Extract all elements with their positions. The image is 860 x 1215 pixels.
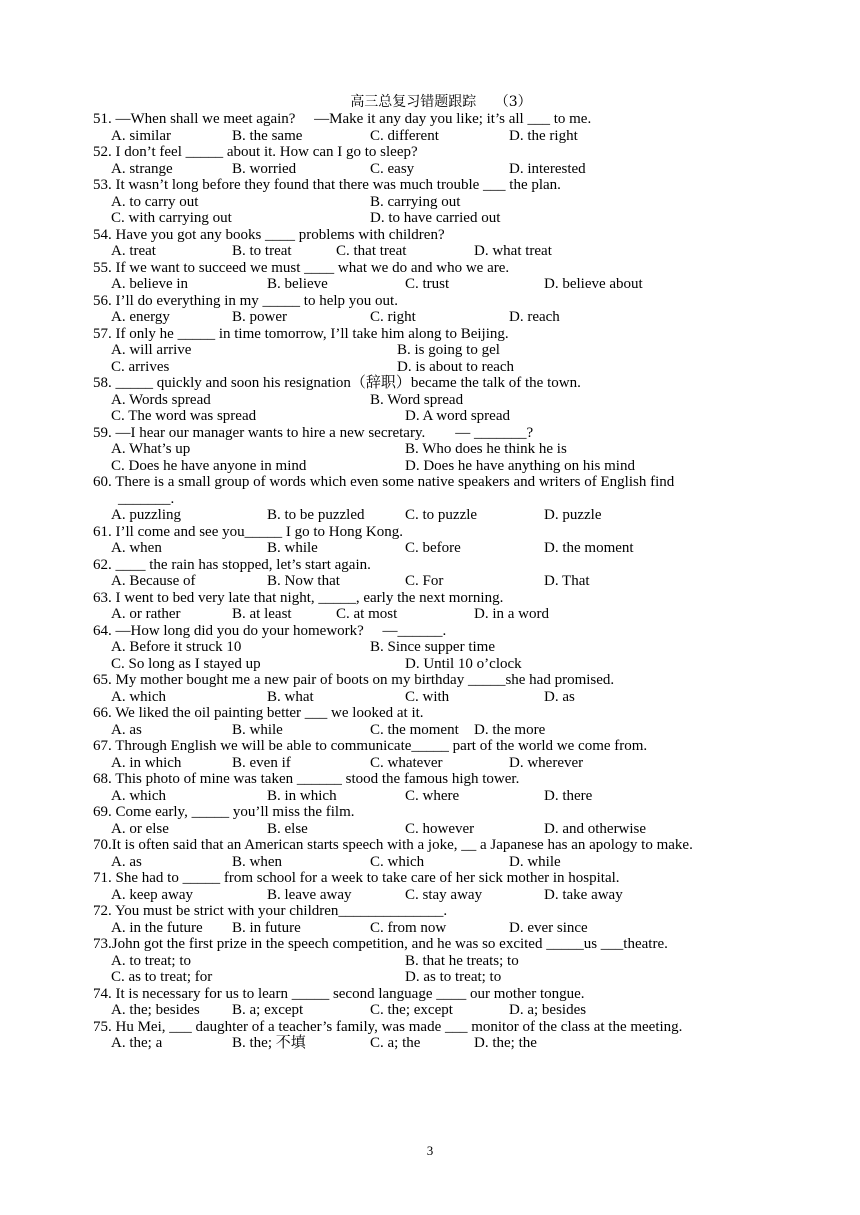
option-d: D. Does he have anything on his mind (405, 457, 635, 474)
question-item (93, 705, 769, 738)
option-c: C. whatever (370, 754, 443, 771)
options-row (93, 507, 769, 524)
option-b: B. believe (267, 276, 328, 292)
question-item (93, 837, 769, 870)
question-item (93, 986, 769, 1019)
question-text: 74. It is necessary for us to learn _____ second language ____ our mother tongue. (93, 985, 585, 1002)
option-a: A. as (111, 853, 142, 870)
question-text: 73.John got the first prize in the speech competition, and he was so excited _____us ___theatre. (93, 936, 668, 952)
option-a: A. or else (111, 820, 169, 837)
option-d: D. to have carried out (370, 210, 501, 226)
question-text: 51. —When shall we meet again? —Make it any day you like; it’s all ___ to me. (93, 111, 592, 127)
option-a: A. Because of (111, 573, 196, 589)
question-item (93, 903, 769, 936)
options-row (93, 722, 769, 739)
option-b: B. in which (267, 787, 337, 804)
option-b: B. the same (232, 127, 303, 144)
question-text: 56. I’ll do everything in my _____ to help you out. (93, 292, 398, 309)
options-row (93, 1002, 769, 1019)
option-d: D. the moment (544, 540, 634, 556)
options-row (93, 392, 769, 409)
options-row (93, 920, 769, 937)
option-c: C. For (405, 573, 444, 589)
option-a: A. Before it struck 10 (111, 639, 242, 655)
option-c: C. where (405, 787, 460, 804)
question-text: 75. Hu Mei, ___ daughter of a teacher’s family, was made ___ monitor of the class at the meeting. (93, 1018, 683, 1035)
question-item (93, 804, 769, 837)
option-c: C. from now (370, 919, 447, 936)
question-text: 60. There is a small group of words which even some native speakers and writers of English find (93, 474, 675, 490)
options-row (93, 210, 769, 227)
question-text: 71. She had to _____ from school for a week to take care of her sick mother in hospital. (93, 870, 620, 886)
options-row (93, 1035, 769, 1052)
option-c: C. different (370, 127, 439, 144)
option-c: C. So long as I stayed up (111, 655, 261, 672)
question-item (93, 557, 769, 590)
question-item (93, 590, 769, 623)
option-b: B. at least (232, 606, 292, 622)
option-a: A. Words spread (111, 391, 211, 408)
option-d: D. the; the (474, 1035, 537, 1051)
question-list (93, 111, 769, 1052)
option-c: C. arrives (111, 358, 170, 375)
option-d: D. in a word (474, 606, 549, 622)
option-c: C. Does he have anyone in mind (111, 457, 307, 474)
option-c: C. a; the (370, 1035, 421, 1051)
option-a: A. in the future (111, 919, 203, 936)
question-text: 61. I’ll come and see you_____ I go to Hong Kong. (93, 523, 403, 540)
question-text: 66. We liked the oil painting better ___ we looked at it. (93, 705, 424, 721)
options-row (93, 128, 769, 145)
option-b: B. when (232, 853, 282, 870)
option-b: B. Since supper time (370, 639, 495, 655)
option-a: A. when (111, 540, 162, 556)
option-a: A. energy (111, 309, 170, 325)
option-c: C. right (370, 309, 416, 325)
options-row (93, 689, 769, 706)
option-d: D. as (544, 688, 575, 705)
page-title: 高三总复习错题跟踪 （3） (350, 94, 532, 110)
option-a: A. the; a (111, 1035, 163, 1051)
question-item (93, 177, 769, 227)
option-d: D. and otherwise (544, 820, 647, 837)
option-a: A. keep away (111, 886, 194, 903)
option-b: B. even if (232, 754, 291, 771)
options-row (93, 408, 769, 425)
page-number: 3 (426, 1143, 434, 1158)
option-d: D. take away (544, 886, 623, 903)
option-c: C. stay away (405, 886, 483, 903)
option-d: D. as to treat; to (405, 969, 502, 985)
options-row (93, 243, 769, 260)
options-row (93, 953, 769, 970)
option-b: B. in future (232, 919, 301, 936)
option-b: B. is going to gel (397, 342, 500, 358)
question-item (93, 326, 769, 376)
option-b: B. Now that (267, 573, 340, 589)
options-row (93, 540, 769, 557)
options-row (93, 359, 769, 376)
option-c: C. which (370, 853, 425, 870)
options-row (93, 821, 769, 838)
options-row (93, 441, 769, 458)
option-d: D. the more (474, 721, 546, 738)
question-item (93, 474, 769, 524)
option-c: C. with carrying out (111, 210, 232, 226)
question-item (93, 111, 769, 144)
question-item (93, 524, 769, 557)
options-row (93, 309, 769, 326)
options-row (93, 788, 769, 805)
option-c: C. however (405, 820, 475, 837)
option-d: D. ever since (509, 919, 588, 936)
question-text: 59. —I hear our manager wants to hire a new secretary. — _______? (93, 424, 534, 441)
question-text: 64. —How long did you do your homework? —______. (93, 622, 447, 639)
option-a: A. treat (111, 243, 156, 259)
option-a: A. strange (111, 160, 173, 177)
options-row (93, 887, 769, 904)
option-c: C. before (405, 540, 461, 556)
option-d: D. wherever (509, 754, 584, 771)
option-b: B. what (267, 688, 314, 705)
question-item (93, 870, 769, 903)
option-d: D. there (544, 787, 593, 804)
question-text: 68. This photo of mine was taken ______ stood the famous high tower. (93, 771, 520, 787)
option-b: B. while (232, 721, 283, 738)
question-text: 55. If we want to succeed we must ____ what we do and who we are. (93, 259, 510, 276)
option-d: D. A word spread (405, 408, 510, 424)
question-text: 58. _____ quickly and soon his resignation（辞职）became the talk of the town. (93, 375, 581, 391)
question-item (93, 293, 769, 326)
option-a: A. puzzling (111, 507, 181, 523)
option-b: B. else (267, 820, 308, 837)
question-item (93, 375, 769, 425)
question-item (93, 144, 769, 177)
option-d: D. while (509, 853, 561, 870)
option-d: D. reach (509, 309, 560, 325)
option-a: A. believe in (111, 276, 189, 292)
question-item (93, 672, 769, 705)
option-d: D. That (544, 573, 590, 589)
question-item (93, 1019, 769, 1052)
option-c: C. The word was spread (111, 408, 257, 424)
question-text: 70.It is often said that an American starts speech with a joke, __ a Japanese has an apology to make. (93, 837, 693, 853)
option-d: D. Until 10 o’clock (405, 655, 522, 672)
option-b: B. the; 不填 (232, 1035, 306, 1051)
options-row (93, 276, 769, 293)
option-a: A. the; besides (111, 1002, 200, 1018)
option-c: C. at most (336, 606, 398, 622)
question-text: 52. I don’t feel _____ about it. How can I go to sleep? (93, 144, 418, 160)
question-item (93, 623, 769, 673)
option-b: B. that he treats; to (405, 952, 519, 969)
question-item (93, 425, 769, 475)
question-text: 65. My mother bought me a new pair of boots on my birthday _____she had promised. (93, 672, 615, 688)
option-d: D. a; besides (509, 1002, 587, 1018)
options-row (93, 656, 769, 673)
options-row (93, 606, 769, 623)
question-text-continued: _______. (118, 490, 175, 507)
option-d: D. interested (509, 160, 586, 177)
option-d: D. the right (509, 127, 578, 144)
options-row (93, 161, 769, 178)
option-a: A. in which (111, 754, 182, 771)
option-c: C. easy (370, 160, 415, 177)
option-a: A. as (111, 721, 142, 738)
option-c: C. with (405, 688, 450, 705)
question-text: 72. You must be strict with your children______________. (93, 903, 448, 919)
option-a: A. which (111, 688, 166, 705)
worksheet (93, 93, 769, 1052)
options-row (93, 969, 769, 986)
options-row (93, 342, 769, 359)
options-row (93, 573, 769, 590)
option-b: B. carrying out (370, 193, 461, 210)
question-text: 62. ____ the rain has stopped, let’s start again. (93, 556, 371, 573)
question-text: 57. If only he _____ in time tomorrow, I’ll take him along to Beijing. (93, 325, 509, 342)
question-text: 63. I went to bed very late that night, _____, early the next morning. (93, 589, 504, 606)
option-b: B. a; except (232, 1002, 304, 1018)
options-row (93, 194, 769, 211)
option-c: C. as to treat; for (111, 969, 213, 985)
option-c: C. to puzzle (405, 507, 478, 523)
option-a: A. will arrive (111, 342, 192, 358)
option-a: A. or rather (111, 606, 181, 622)
option-b: B. while (267, 540, 318, 556)
option-a: A. to treat; to (111, 952, 191, 969)
option-b: B. Word spread (370, 391, 464, 408)
option-a: A. which (111, 787, 166, 804)
option-b: B. to treat (232, 243, 292, 259)
question-text: 69. Come early, _____ you’ll miss the film. (93, 804, 355, 820)
options-row (93, 854, 769, 871)
question-item (93, 936, 769, 986)
option-b: B. to be puzzled (267, 507, 365, 523)
option-c: C. the moment (370, 721, 459, 738)
question-item (93, 227, 769, 260)
option-a: A. similar (111, 127, 171, 144)
option-c: C. the; except (370, 1002, 453, 1018)
option-a: A. to carry out (111, 193, 199, 210)
options-row (93, 458, 769, 475)
question-text: 67. Through English we will be able to communicate_____ part of the world we come from. (93, 738, 648, 754)
option-b: B. worried (232, 160, 297, 177)
option-b: B. Who does he think he is (405, 441, 567, 457)
option-c: C. that treat (336, 243, 407, 259)
question-text: 53. It wasn’t long before they found that there was much trouble ___ the plan. (93, 177, 561, 193)
question-item (93, 260, 769, 293)
option-d: D. believe about (544, 276, 643, 292)
option-d: D. puzzle (544, 507, 602, 523)
option-b: B. power (232, 309, 287, 325)
question-text: 54. Have you got any books ____ problems with children? (93, 226, 445, 243)
question-item (93, 771, 769, 804)
option-b: B. leave away (267, 886, 352, 903)
option-a: A. What’s up (111, 441, 191, 457)
options-row (93, 639, 769, 656)
option-c: C. trust (405, 276, 450, 292)
option-d: D. is about to reach (397, 358, 515, 375)
options-row (93, 755, 769, 772)
option-d: D. what treat (474, 243, 552, 259)
question-item (93, 738, 769, 771)
